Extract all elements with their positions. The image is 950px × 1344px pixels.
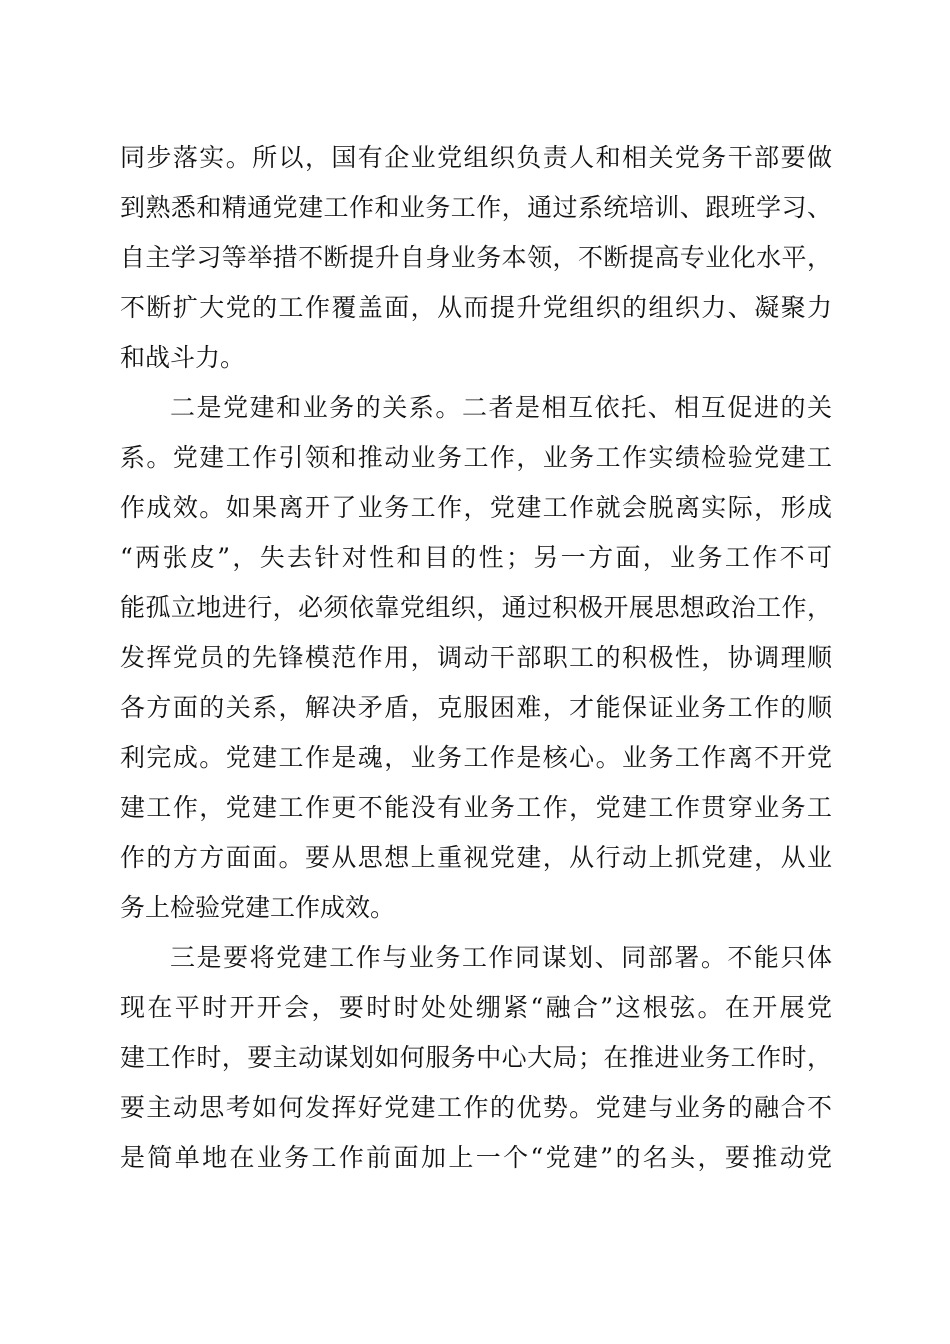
text-line: 到熟悉和精通党建工作和业务工作，通过系统培训、跟班学习、 (120, 193, 832, 222)
text-line: 发挥党员的先锋模范作用，调动干部职工的积极性，协调理顺 (120, 643, 832, 672)
text-line: 要主动思考如何发挥好党建工作的优势。党建与业务的融合不 (120, 1093, 832, 1122)
text-line: 利完成。党建工作是魂，业务工作是核心。业务工作离不开党 (120, 743, 832, 772)
text-line: 建工作，党建工作更不能没有业务工作，党建工作贯穿业务工 (120, 793, 832, 822)
text-line: 务上检验党建工作成效。 (120, 893, 396, 922)
text-line: 建工作时，要主动谋划如何服务中心大局；在推进业务工作时， (120, 1043, 832, 1072)
text-line: 二是党建和业务的关系。二者是相互依托、相互促进的关 (170, 393, 832, 422)
text-line: 作成效。如果离开了业务工作，党建工作就会脱离实际，形成 (120, 493, 832, 522)
text-line: 同步落实。所以，国有企业党组织负责人和相关党务干部要做 (120, 143, 832, 172)
text-line: 能孤立地进行，必须依靠党组织，通过积极开展思想政治工作， (120, 593, 832, 622)
text-line: 系。党建工作引领和推动业务工作，业务工作实绩检验党建工 (120, 443, 832, 472)
text-line: 三是要将党建工作与业务工作同谋划、同部署。不能只体 (170, 943, 832, 972)
text-line: 作的方方面面。要从思想上重视党建，从行动上抓党建，从业 (120, 843, 832, 872)
text-line: 自主学习等举措不断提升自身业务本领，不断提高专业化水平， (120, 243, 832, 272)
text-line: 不断扩大党的工作覆盖面，从而提升党组织的组织力、凝聚力 (120, 293, 832, 322)
text-line: 各方面的关系，解决矛盾，克服困难，才能保证业务工作的顺 (120, 693, 832, 722)
text-line: 是简单地在业务工作前面加上一个“党建”的名头，要推动党 (120, 1143, 832, 1172)
text-line: “两张皮”，失去针对性和目的性；另一方面，业务工作不可 (120, 543, 832, 572)
text-line: 现在平时开开会，要时时处处绷紧“融合”这根弦。在开展党 (120, 993, 832, 1022)
text-line: 和战斗力。 (120, 343, 246, 372)
